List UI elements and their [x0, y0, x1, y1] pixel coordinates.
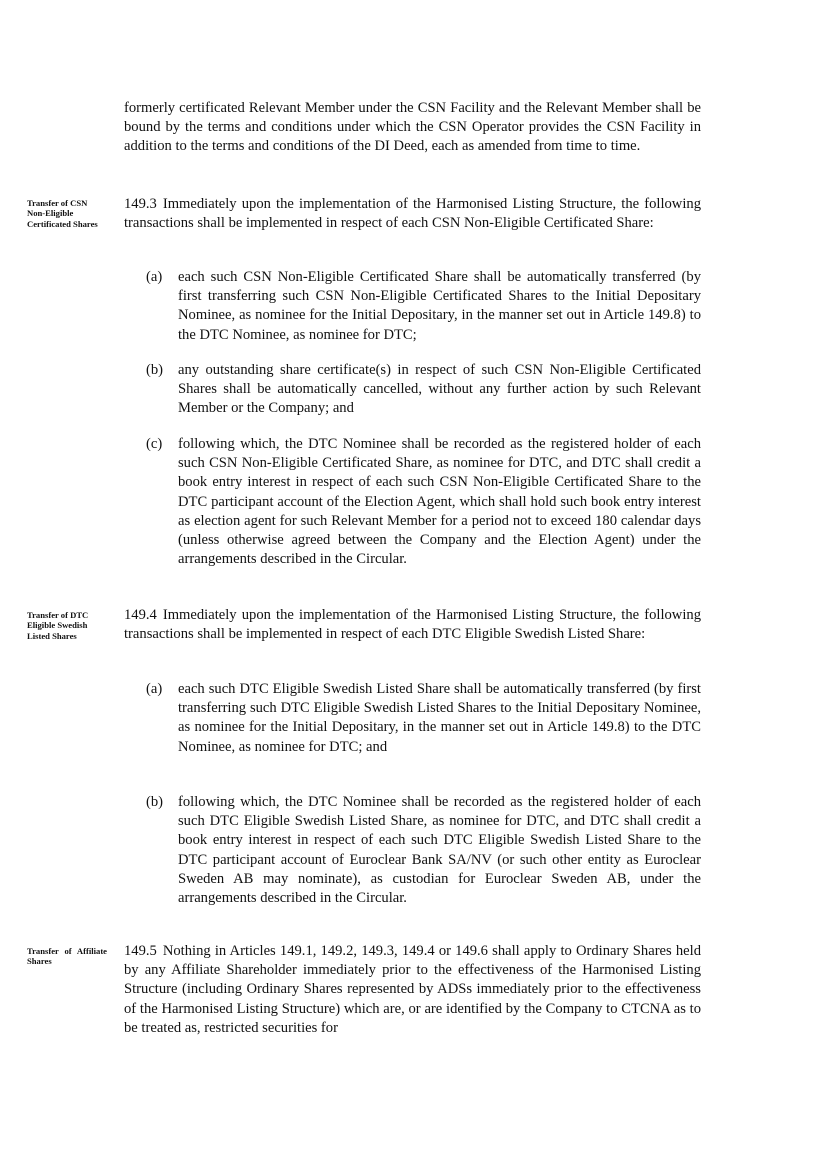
section-text: Immediately upon the implementation of the Harmonised Listing Structure, the following transactions shall be implemented in respect of each DTC Eligible Swedish Listed Share:: [124, 607, 701, 643]
item-149-3-b: [146, 361, 701, 419]
section-number: 149.4: [124, 607, 157, 623]
section-149-3: [124, 195, 701, 233]
intro-paragraph: formerly certificated Relevant Member under the CSN Facility and the Relevant Member shall be bound by the terms and conditions under which the CSN Operator provides the CSN Facility in addition to the terms and conditions of the DI Deed, each as amended from time to time.: [124, 100, 701, 155]
section-number: 149.3: [124, 196, 157, 212]
item-149-3-c: [146, 435, 701, 569]
item-text: each such DTC Eligible Swedish Listed Share shall be automatically transferred (by first transferring such DTC Eligible Swedish Listed Shares to the Initial Depositary Nominee, as nominee for the Initial Depositary, in the manner set out in Article 149.8) to the DTC Nominee, as nominee for DTC; and: [178, 681, 701, 755]
section-text: Nothing in Articles 149.1, 149.2, 149.3, 149.4 or 149.6 shall apply to Ordinary Shares held by any Affiliate Shareholder immediately prior to the effectiveness of the Harmonised Listing Structure (including Ordinary Shares represented by ADSs immediately prior to the effectiveness of the Harmonised Listing Structure) which are, or are identified by the Company to CTCNA as to be treated as, restricted securities for: [124, 943, 701, 1036]
item-label: (b): [146, 794, 164, 810]
margin-heading-149-3: Transfer of CSN Non-Eligible Certificated Shares: [27, 198, 98, 229]
item-text: each such CSN Non-Eligible Certificated Share shall be automatically transferred (by first transferring such CSN Non-Eligible Certificated Shares to the Initial Depositary Nominee, as nominee for the Initial Depositary, in the manner set out in Article 149.8) to the DTC Nominee, as nominee for DTC;: [178, 269, 701, 343]
item-149-3-a: [146, 268, 701, 345]
section-149-5: [124, 942, 701, 1038]
item-label: (c): [146, 436, 163, 452]
item-149-4-b: [146, 793, 701, 908]
item-label: (a): [146, 681, 163, 697]
section-149-4: [124, 606, 701, 644]
item-text: any outstanding share certificate(s) in respect of such CSN Non-Eligible Certificated Shares shall be automatically cancelled, without any further action by such Relevant Member or the Company; and: [178, 362, 701, 417]
margin-heading-149-4: Transfer of DTC Eligible Swedish Listed Shares: [27, 610, 89, 641]
item-149-4-a: [146, 680, 701, 757]
item-text: following which, the DTC Nominee shall be recorded as the registered holder of each such DTC Eligible Swedish Listed Share, as nominee for DTC, and DTC shall credit a book entry interest in respect of each such DTC Eligible Swedish Listed Share to the DTC participant account of Euroclear Bank SA/NV (or such other entity as Euroclear Sweden AB may nominate), as custodian for Euroclear Sweden AB, under the arrangements described in the Circular.: [178, 794, 701, 907]
item-text: following which, the DTC Nominee shall be recorded as the registered holder of each such CSN Non-Eligible Certificated Share, as nominee for DTC, and DTC shall credit a book entry interest in respect of each such CSN Non-Eligible Certificated Share to the DTC participant account of the Election Agent, which shall hold such book entry interest as election agent for such Relevant Member for a period not to exceed 180 calendar days (unless otherwise agreed between the Company and the Election Agent) under the arrangements described in the Circular.: [178, 436, 701, 568]
item-label: (a): [146, 269, 163, 285]
margin-heading-149-5: Transfer of Affiliate Shares: [27, 946, 107, 967]
section-number: 149.5: [124, 943, 157, 959]
section-text: Immediately upon the implementation of the Harmonised Listing Structure, the following transactions shall be implemented in respect of each CSN Non-Eligible Certificated Share:: [124, 196, 701, 232]
item-label: (b): [146, 362, 164, 378]
